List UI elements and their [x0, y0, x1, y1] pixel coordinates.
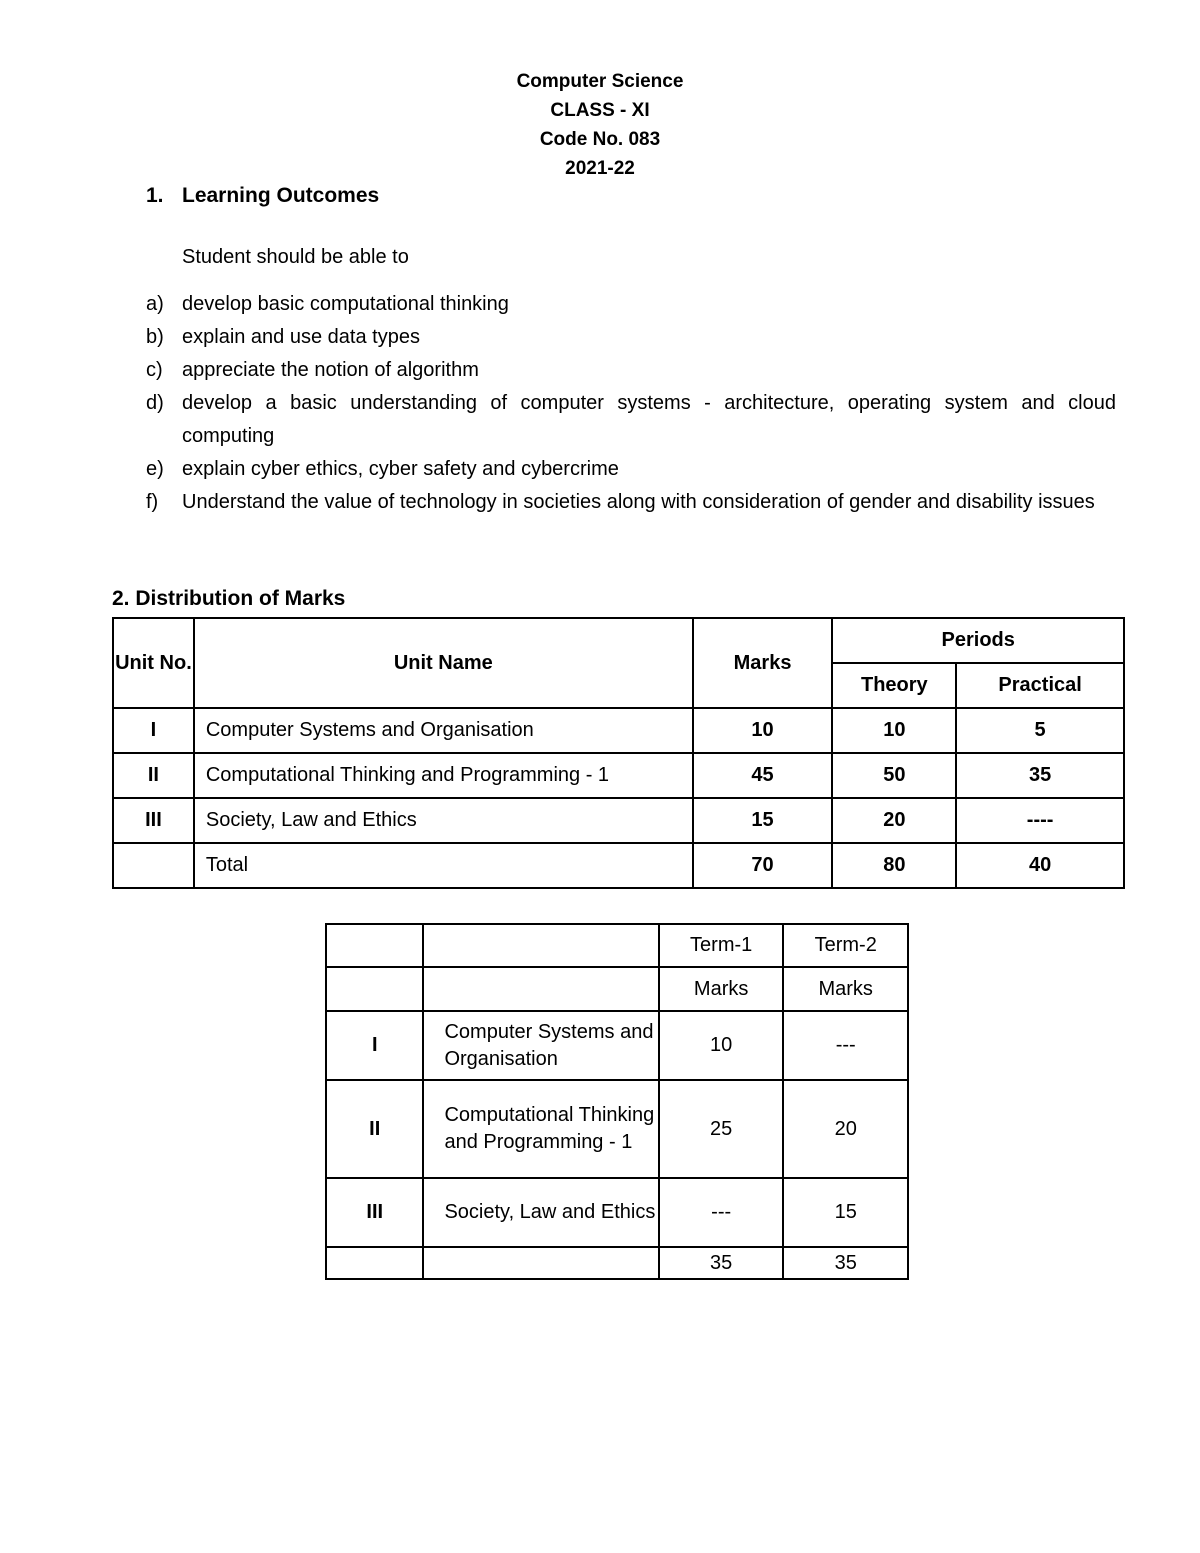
- term2-cell: 15: [783, 1178, 908, 1247]
- outcomes-intro: Student should be able to: [182, 246, 409, 268]
- unit-cell: III: [113, 798, 194, 843]
- practical-cell: 5: [956, 708, 1124, 753]
- header-marks: Marks: [693, 618, 833, 708]
- item-text: explain and use data types: [182, 326, 420, 348]
- empty-cell: [326, 1247, 423, 1279]
- list-item: [146, 288, 1116, 321]
- table-row: [113, 753, 1124, 798]
- marks-cell: 45: [693, 753, 833, 798]
- item-text: develop a basic understanding of computer systems - architecture, operating system and cloud computing: [182, 392, 1116, 447]
- unit-name-cell: Computer Systems and Organisation: [423, 1011, 658, 1080]
- marks-distribution-table: [112, 617, 1125, 889]
- table-row: [326, 1080, 908, 1178]
- empty-cell: [423, 1247, 658, 1279]
- list-item: [146, 486, 1116, 519]
- unit-name-cell: Computational Thinking and Programming - 1: [194, 753, 693, 798]
- subject-title: Computer Science: [516, 71, 684, 92]
- outcomes-list: [146, 288, 1116, 519]
- distribution-heading: 2. Distribution of Marks: [112, 587, 346, 610]
- table-row: [326, 1011, 908, 1080]
- term2-total: 35: [783, 1247, 908, 1279]
- marks-cell: 10: [693, 708, 833, 753]
- header-marks2: Marks: [783, 967, 908, 1011]
- total-row: [113, 843, 1124, 888]
- item-letter: b): [146, 326, 164, 348]
- list-item: [146, 453, 1116, 486]
- header-practical: Practical: [956, 663, 1124, 708]
- term1-cell: 10: [659, 1011, 784, 1080]
- practical-total: 40: [956, 843, 1124, 888]
- empty-cell: [326, 924, 423, 967]
- item-text: Understand the value of technology in societies along with consideration of gender and disability issues: [182, 491, 1095, 513]
- unit-cell: I: [113, 708, 194, 753]
- unit-name-cell: Society, Law and Ethics: [194, 798, 693, 843]
- table-row: [113, 798, 1124, 843]
- item-letter: c): [146, 359, 163, 381]
- header-term1: Term-1: [659, 924, 784, 967]
- marks-cell: 15: [693, 798, 833, 843]
- term1-total: 35: [659, 1247, 784, 1279]
- header-term2: Term-2: [783, 924, 908, 967]
- unit-cell: III: [326, 1178, 423, 1247]
- table-row: [113, 708, 1124, 753]
- term1-cell: ---: [659, 1178, 784, 1247]
- item-text: develop basic computational thinking: [182, 293, 509, 315]
- unit-name-cell: Computer Systems and Organisation: [194, 708, 693, 753]
- session-year: 2021-22: [565, 158, 635, 179]
- term-marks-table: [325, 923, 909, 1280]
- table-header-row: [326, 967, 908, 1011]
- unit-cell: II: [113, 753, 194, 798]
- code-number: Code No. 083: [539, 129, 661, 150]
- table-row: [326, 1178, 908, 1247]
- theory-cell: 50: [832, 753, 956, 798]
- empty-cell: [326, 967, 423, 1011]
- unit-cell: [113, 843, 194, 888]
- item-letter: f): [146, 491, 159, 513]
- item-text: appreciate the notion of algorithm: [182, 359, 479, 381]
- list-item: [146, 354, 1116, 387]
- item-letter: d): [146, 392, 164, 414]
- practical-cell: ----: [956, 798, 1124, 843]
- practical-cell: 35: [956, 753, 1124, 798]
- empty-cell: [423, 967, 658, 1011]
- unit-name-cell: Society, Law and Ethics: [423, 1178, 658, 1247]
- item-letter: e): [146, 458, 164, 480]
- list-item: [146, 321, 1116, 354]
- section-number: 1.: [146, 184, 164, 207]
- theory-total: 80: [832, 843, 956, 888]
- theory-cell: 20: [832, 798, 956, 843]
- total-row: [326, 1247, 908, 1279]
- learning-outcomes-heading: [146, 184, 379, 208]
- term2-cell: 20: [783, 1080, 908, 1178]
- class-title: CLASS - XI: [550, 100, 650, 121]
- item-letter: a): [146, 293, 164, 315]
- marks-total: 70: [693, 843, 833, 888]
- header-unit-name: Unit Name: [194, 618, 693, 708]
- header-periods: Periods: [832, 618, 1124, 663]
- total-label: Total: [194, 843, 693, 888]
- list-item: [146, 387, 1116, 453]
- header-theory: Theory: [832, 663, 956, 708]
- unit-name-cell: Computational Thinking and Programming - 1: [423, 1080, 658, 1178]
- unit-cell: I: [326, 1011, 423, 1080]
- term1-cell: 25: [659, 1080, 784, 1178]
- theory-cell: 10: [832, 708, 956, 753]
- item-text: explain cyber ethics, cyber safety and cybercrime: [182, 458, 619, 480]
- header-marks1: Marks: [659, 967, 784, 1011]
- empty-cell: [423, 924, 658, 967]
- table-header-row: [326, 924, 908, 967]
- table-header-row: [113, 618, 1124, 663]
- term2-cell: ---: [783, 1011, 908, 1080]
- unit-cell: II: [326, 1080, 423, 1178]
- section-title: Learning Outcomes: [182, 184, 380, 207]
- header-unit-no: Unit No.: [113, 618, 194, 708]
